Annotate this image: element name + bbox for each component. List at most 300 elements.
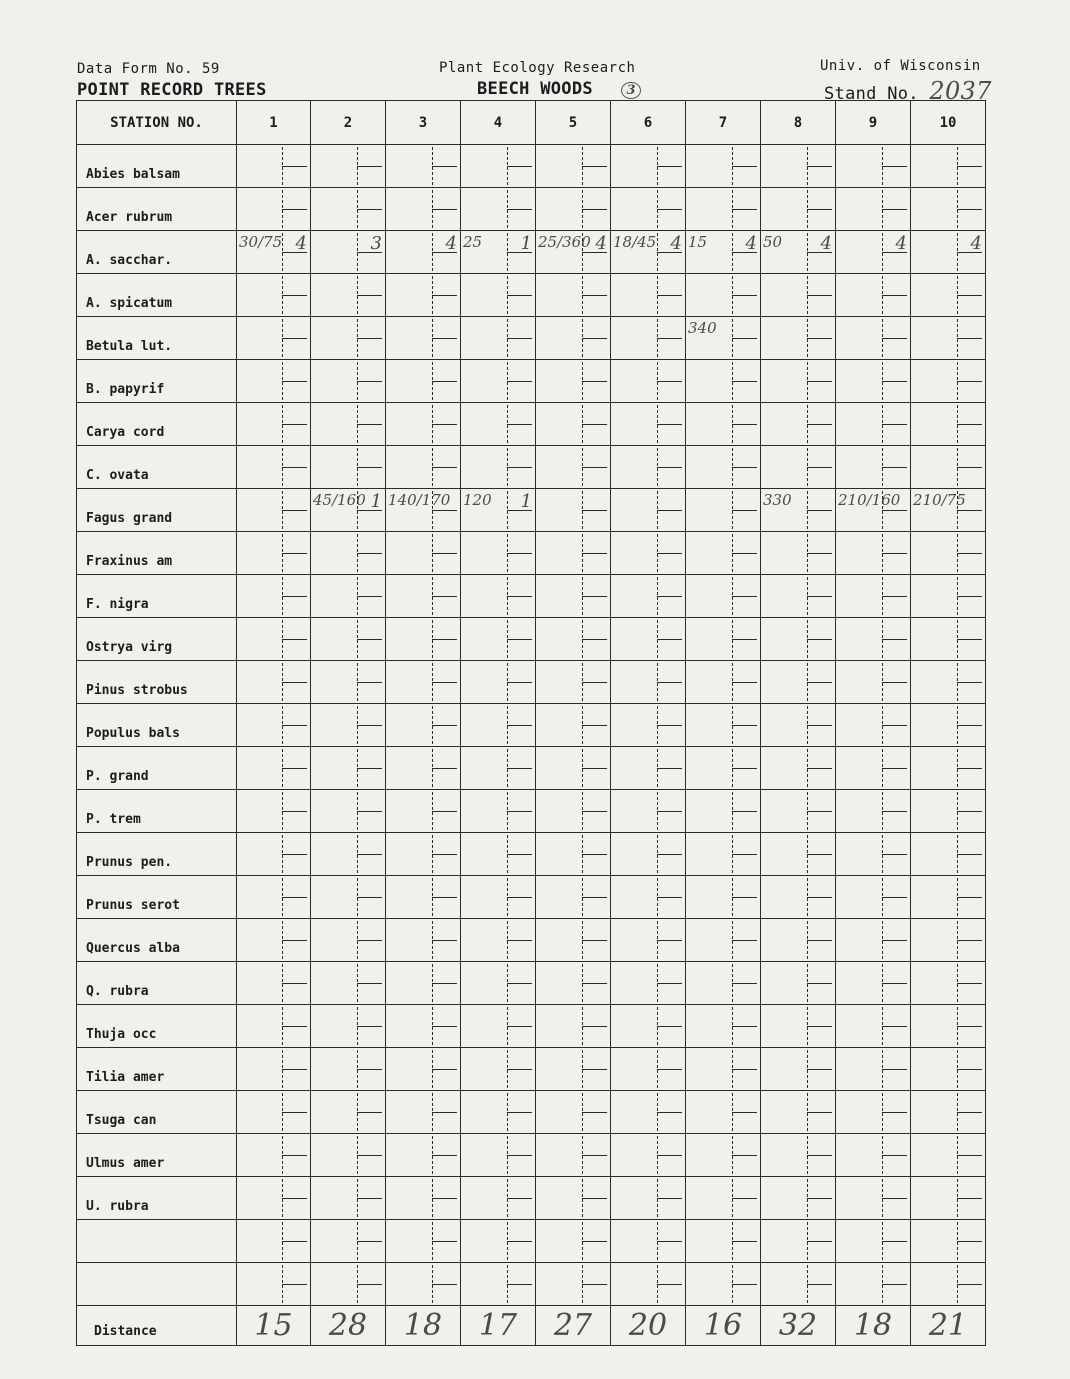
record-cell[interactable]	[611, 1177, 686, 1220]
record-cell[interactable]	[386, 1005, 461, 1048]
record-cell[interactable]	[911, 145, 986, 188]
record-cell[interactable]	[311, 360, 386, 403]
record-cell[interactable]	[761, 618, 836, 661]
record-cell[interactable]	[911, 188, 986, 231]
record-cell[interactable]	[761, 704, 836, 747]
record-cell[interactable]	[611, 747, 686, 790]
record-cell[interactable]	[311, 532, 386, 575]
record-cell[interactable]	[686, 1048, 761, 1091]
record-cell[interactable]	[237, 661, 311, 704]
record-cell[interactable]	[311, 489, 386, 532]
record-cell[interactable]	[911, 618, 986, 661]
record-cell[interactable]	[237, 317, 311, 360]
record-cell[interactable]	[911, 231, 986, 274]
record-cell[interactable]	[761, 790, 836, 833]
record-cell[interactable]	[237, 876, 311, 919]
record-cell[interactable]	[461, 446, 536, 489]
cell-quarter: 1	[370, 491, 382, 512]
record-cell[interactable]	[761, 403, 836, 446]
record-cell[interactable]	[836, 790, 911, 833]
record-cell[interactable]	[686, 876, 761, 919]
record-cell[interactable]	[237, 231, 311, 274]
record-cell[interactable]	[761, 231, 836, 274]
record-cell[interactable]	[761, 489, 836, 532]
record-cell[interactable]	[611, 876, 686, 919]
record-cell[interactable]	[911, 833, 986, 876]
record-cell[interactable]	[311, 231, 386, 274]
record-cell[interactable]	[311, 661, 386, 704]
record-cell[interactable]	[461, 360, 536, 403]
record-cell[interactable]	[536, 876, 611, 919]
record-cell[interactable]	[536, 403, 611, 446]
species-row	[77, 1134, 986, 1177]
distance-value[interactable]: 27	[536, 1306, 611, 1346]
record-cell[interactable]	[836, 231, 911, 274]
record-cell[interactable]	[386, 618, 461, 661]
record-cell[interactable]	[311, 1091, 386, 1134]
record-cell[interactable]	[461, 575, 536, 618]
record-cell[interactable]	[611, 188, 686, 231]
record-cell[interactable]	[237, 1220, 311, 1263]
record-cell[interactable]	[686, 1134, 761, 1177]
record-cell[interactable]	[386, 1048, 461, 1091]
record-cell[interactable]	[536, 618, 611, 661]
record-cell[interactable]	[761, 1005, 836, 1048]
record-cell[interactable]	[311, 876, 386, 919]
record-cell[interactable]	[461, 1220, 536, 1263]
record-cell[interactable]	[536, 747, 611, 790]
record-cell[interactable]	[761, 1220, 836, 1263]
record-cell[interactable]	[911, 1177, 986, 1220]
record-cell[interactable]	[311, 1177, 386, 1220]
record-cell[interactable]	[461, 1048, 536, 1091]
record-cell[interactable]	[611, 1220, 686, 1263]
record-cell[interactable]	[761, 833, 836, 876]
record-cell[interactable]	[911, 919, 986, 962]
record-cell[interactable]	[237, 833, 311, 876]
record-cell[interactable]	[836, 1048, 911, 1091]
record-cell[interactable]	[836, 747, 911, 790]
record-cell[interactable]	[311, 618, 386, 661]
record-cell[interactable]	[761, 661, 836, 704]
record-cell[interactable]	[237, 532, 311, 575]
record-cell[interactable]	[311, 1134, 386, 1177]
record-cell[interactable]	[686, 704, 761, 747]
record-cell[interactable]	[761, 1263, 836, 1306]
distance-value[interactable]: 17	[461, 1306, 536, 1346]
record-cell[interactable]	[761, 1091, 836, 1134]
record-cell[interactable]	[237, 360, 311, 403]
station-header: 4	[461, 101, 536, 145]
record-cell[interactable]	[237, 919, 311, 962]
record-cell[interactable]	[536, 188, 611, 231]
record-cell[interactable]	[386, 575, 461, 618]
record-cell[interactable]	[311, 145, 386, 188]
record-cell[interactable]	[836, 661, 911, 704]
distance-label: Distance	[77, 1306, 237, 1346]
record-cell[interactable]	[536, 1220, 611, 1263]
record-cell[interactable]	[461, 489, 536, 532]
record-cell[interactable]	[461, 747, 536, 790]
record-cell[interactable]	[386, 833, 461, 876]
record-cell[interactable]	[761, 962, 836, 1005]
stand-label: Stand No.	[824, 84, 919, 104]
record-cell[interactable]	[386, 317, 461, 360]
record-cell[interactable]	[386, 446, 461, 489]
record-cell[interactable]	[311, 1263, 386, 1306]
record-cell[interactable]	[761, 145, 836, 188]
record-cell[interactable]	[836, 317, 911, 360]
record-cell[interactable]	[761, 876, 836, 919]
record-cell[interactable]	[386, 1134, 461, 1177]
record-cell[interactable]	[686, 661, 761, 704]
record-cell[interactable]	[461, 1177, 536, 1220]
record-cell[interactable]	[311, 575, 386, 618]
record-cell[interactable]	[911, 1091, 986, 1134]
record-cell[interactable]	[611, 145, 686, 188]
record-cell[interactable]	[911, 876, 986, 919]
record-cell[interactable]	[686, 188, 761, 231]
record-cell[interactable]	[386, 1263, 461, 1306]
record-cell[interactable]	[386, 661, 461, 704]
record-cell[interactable]	[386, 876, 461, 919]
record-cell[interactable]	[761, 188, 836, 231]
record-cell[interactable]	[237, 1091, 311, 1134]
distance-value[interactable]: 18	[386, 1306, 461, 1346]
record-cell[interactable]	[611, 661, 686, 704]
record-cell[interactable]	[461, 145, 536, 188]
record-cell[interactable]	[836, 1091, 911, 1134]
record-cell[interactable]	[311, 1220, 386, 1263]
record-cell[interactable]	[536, 360, 611, 403]
record-cell[interactable]	[386, 704, 461, 747]
record-cell[interactable]	[311, 274, 386, 317]
record-cell[interactable]	[911, 1263, 986, 1306]
record-cell[interactable]	[836, 1177, 911, 1220]
record-cell[interactable]	[761, 360, 836, 403]
record-cell[interactable]	[686, 919, 761, 962]
record-cell[interactable]	[237, 575, 311, 618]
record-cell[interactable]	[686, 403, 761, 446]
record-cell[interactable]	[461, 231, 536, 274]
record-cell[interactable]	[611, 403, 686, 446]
record-cell[interactable]	[761, 1134, 836, 1177]
species-row	[77, 747, 986, 790]
record-cell[interactable]	[911, 446, 986, 489]
record-cell[interactable]	[686, 532, 761, 575]
record-cell[interactable]	[686, 231, 761, 274]
record-cell[interactable]	[911, 360, 986, 403]
record-cell[interactable]	[386, 403, 461, 446]
record-cell[interactable]	[461, 876, 536, 919]
record-cell[interactable]	[536, 919, 611, 962]
record-cell[interactable]	[611, 790, 686, 833]
record-cell[interactable]	[536, 231, 611, 274]
record-cell[interactable]	[536, 1091, 611, 1134]
record-cell[interactable]	[536, 790, 611, 833]
record-cell[interactable]	[311, 446, 386, 489]
record-cell[interactable]	[911, 962, 986, 1005]
record-cell[interactable]	[836, 188, 911, 231]
record-cell[interactable]	[237, 1048, 311, 1091]
record-cell[interactable]	[686, 274, 761, 317]
species-row	[77, 1091, 986, 1134]
record-cell[interactable]	[611, 1091, 686, 1134]
record-cell[interactable]	[461, 833, 536, 876]
distance-value[interactable]: 28	[311, 1306, 386, 1346]
record-cell[interactable]	[536, 962, 611, 1005]
record-cell[interactable]	[836, 575, 911, 618]
record-cell[interactable]	[686, 360, 761, 403]
record-cell[interactable]	[836, 962, 911, 1005]
record-cell[interactable]	[237, 1263, 311, 1306]
record-cell[interactable]	[686, 1220, 761, 1263]
species-label	[77, 1220, 237, 1263]
distance-value[interactable]: 16	[686, 1306, 761, 1346]
record-cell[interactable]	[686, 1091, 761, 1134]
record-cell[interactable]	[461, 1005, 536, 1048]
record-cell[interactable]	[461, 704, 536, 747]
record-cell[interactable]	[761, 1048, 836, 1091]
record-cell[interactable]	[237, 446, 311, 489]
record-cell[interactable]	[611, 317, 686, 360]
record-cell[interactable]	[611, 1005, 686, 1048]
record-cell[interactable]	[237, 274, 311, 317]
record-cell[interactable]	[761, 919, 836, 962]
species-row	[77, 1048, 986, 1091]
species-row	[77, 274, 986, 317]
record-cell[interactable]	[386, 360, 461, 403]
record-cell[interactable]	[536, 145, 611, 188]
record-cell[interactable]	[611, 231, 686, 274]
record-cell[interactable]	[536, 1005, 611, 1048]
record-cell[interactable]	[536, 1177, 611, 1220]
species-label: Populus bals	[77, 704, 237, 747]
record-cell[interactable]	[911, 747, 986, 790]
record-cell[interactable]	[686, 833, 761, 876]
record-cell[interactable]	[611, 704, 686, 747]
record-cell[interactable]	[836, 532, 911, 575]
record-cell[interactable]	[911, 1134, 986, 1177]
record-cell[interactable]	[536, 1048, 611, 1091]
record-cell[interactable]	[611, 532, 686, 575]
record-cell[interactable]	[461, 790, 536, 833]
record-cell[interactable]	[911, 1048, 986, 1091]
record-cell[interactable]	[237, 489, 311, 532]
record-cell[interactable]	[836, 919, 911, 962]
record-cell[interactable]	[611, 919, 686, 962]
record-cell[interactable]	[237, 790, 311, 833]
record-cell[interactable]	[237, 188, 311, 231]
record-cell[interactable]	[761, 747, 836, 790]
record-cell[interactable]	[311, 1048, 386, 1091]
record-cell[interactable]	[611, 1048, 686, 1091]
record-cell[interactable]	[761, 1177, 836, 1220]
record-cell[interactable]	[311, 962, 386, 1005]
record-cell[interactable]	[311, 317, 386, 360]
record-cell[interactable]	[836, 145, 911, 188]
record-cell[interactable]	[761, 317, 836, 360]
record-cell[interactable]	[311, 833, 386, 876]
distance-value[interactable]: 32	[761, 1306, 836, 1346]
distance-value[interactable]: 20	[611, 1306, 686, 1346]
record-cell[interactable]	[611, 274, 686, 317]
record-cell[interactable]	[536, 274, 611, 317]
record-cell[interactable]	[461, 962, 536, 1005]
record-cell[interactable]	[237, 704, 311, 747]
record-cell[interactable]	[237, 747, 311, 790]
record-cell[interactable]	[836, 704, 911, 747]
cell-quarter: 3	[370, 233, 382, 254]
record-cell[interactable]	[836, 1134, 911, 1177]
species-label: B. papyrif	[77, 360, 237, 403]
record-cell[interactable]	[911, 704, 986, 747]
record-cell[interactable]	[611, 489, 686, 532]
record-cell[interactable]	[461, 618, 536, 661]
record-cell[interactable]	[237, 145, 311, 188]
distance-value[interactable]: 21	[911, 1306, 986, 1346]
record-cell[interactable]	[611, 446, 686, 489]
record-cell[interactable]	[461, 1263, 536, 1306]
record-cell[interactable]	[686, 446, 761, 489]
record-cell[interactable]	[386, 747, 461, 790]
record-cell[interactable]	[311, 747, 386, 790]
record-cell[interactable]	[836, 403, 911, 446]
record-cell[interactable]	[461, 317, 536, 360]
record-cell[interactable]	[836, 274, 911, 317]
record-cell[interactable]	[536, 833, 611, 876]
record-cell[interactable]	[686, 489, 761, 532]
record-cell[interactable]	[836, 1220, 911, 1263]
record-cell[interactable]	[911, 532, 986, 575]
record-cell[interactable]	[761, 575, 836, 618]
record-cell[interactable]	[911, 317, 986, 360]
record-cell[interactable]	[686, 1005, 761, 1048]
record-cell[interactable]	[237, 1177, 311, 1220]
record-cell[interactable]	[311, 188, 386, 231]
record-cell[interactable]	[536, 317, 611, 360]
record-cell[interactable]	[836, 446, 911, 489]
record-cell[interactable]	[611, 962, 686, 1005]
record-cell[interactable]	[686, 145, 761, 188]
record-cell[interactable]	[611, 1134, 686, 1177]
record-cell[interactable]	[386, 1091, 461, 1134]
record-cell[interactable]	[386, 231, 461, 274]
record-cell[interactable]	[536, 446, 611, 489]
record-cell[interactable]	[911, 790, 986, 833]
record-cell[interactable]	[536, 661, 611, 704]
record-cell[interactable]	[461, 188, 536, 231]
record-cell[interactable]	[761, 532, 836, 575]
record-cell[interactable]	[686, 618, 761, 661]
record-cell[interactable]	[536, 1134, 611, 1177]
record-cell[interactable]	[761, 446, 836, 489]
record-cell[interactable]	[836, 1005, 911, 1048]
record-cell[interactable]	[836, 618, 911, 661]
record-cell[interactable]	[611, 360, 686, 403]
species-row	[77, 1005, 986, 1048]
record-cell[interactable]	[461, 1091, 536, 1134]
distance-value[interactable]: 18	[836, 1306, 911, 1346]
record-cell[interactable]	[836, 833, 911, 876]
record-cell[interactable]	[686, 317, 761, 360]
station-header: 10	[911, 101, 986, 145]
record-cell[interactable]	[911, 489, 986, 532]
record-cell[interactable]	[237, 1005, 311, 1048]
station-header-row	[77, 101, 986, 145]
record-cell[interactable]	[386, 1220, 461, 1263]
record-cell[interactable]	[911, 274, 986, 317]
record-cell[interactable]	[686, 1263, 761, 1306]
record-cell[interactable]	[461, 274, 536, 317]
record-cell[interactable]	[461, 532, 536, 575]
record-cell[interactable]	[536, 532, 611, 575]
record-cell[interactable]	[911, 1220, 986, 1263]
record-cell[interactable]	[386, 532, 461, 575]
record-cell[interactable]	[536, 1263, 611, 1306]
record-cell[interactable]	[237, 403, 311, 446]
record-cell[interactable]	[536, 489, 611, 532]
record-cell[interactable]	[536, 575, 611, 618]
record-cell[interactable]	[911, 1005, 986, 1048]
species-label: Acer rubrum	[77, 188, 237, 231]
record-cell[interactable]	[311, 919, 386, 962]
record-cell[interactable]	[311, 1005, 386, 1048]
record-cell[interactable]	[611, 833, 686, 876]
record-cell[interactable]	[911, 575, 986, 618]
record-cell[interactable]	[911, 661, 986, 704]
record-cell[interactable]	[461, 403, 536, 446]
record-cell[interactable]	[686, 1177, 761, 1220]
record-cell[interactable]	[611, 575, 686, 618]
record-cell[interactable]	[611, 1263, 686, 1306]
record-cell[interactable]	[311, 790, 386, 833]
record-cell[interactable]	[836, 876, 911, 919]
record-cell[interactable]	[761, 274, 836, 317]
record-cell[interactable]	[386, 1177, 461, 1220]
record-cell[interactable]	[461, 661, 536, 704]
record-cell[interactable]	[686, 790, 761, 833]
record-cell[interactable]	[386, 919, 461, 962]
record-cell[interactable]	[386, 274, 461, 317]
record-cell[interactable]	[836, 489, 911, 532]
record-cell[interactable]	[237, 1134, 311, 1177]
record-cell[interactable]	[311, 704, 386, 747]
cell-quarter: 4	[895, 233, 907, 254]
record-cell[interactable]	[237, 962, 311, 1005]
record-cell[interactable]	[686, 575, 761, 618]
record-cell[interactable]	[686, 747, 761, 790]
record-cell[interactable]	[311, 403, 386, 446]
record-cell[interactable]	[461, 919, 536, 962]
record-cell[interactable]	[836, 360, 911, 403]
record-cell[interactable]	[386, 489, 461, 532]
distance-value[interactable]: 15	[237, 1306, 311, 1346]
record-cell[interactable]	[386, 790, 461, 833]
record-cell[interactable]	[611, 618, 686, 661]
record-cell[interactable]	[911, 403, 986, 446]
record-cell[interactable]	[461, 1134, 536, 1177]
record-cell[interactable]	[536, 704, 611, 747]
record-cell[interactable]	[386, 962, 461, 1005]
record-cell[interactable]	[686, 962, 761, 1005]
record-cell[interactable]	[237, 618, 311, 661]
species-label: U. rubra	[77, 1177, 237, 1220]
record-cell[interactable]	[836, 1263, 911, 1306]
species-row	[77, 1263, 986, 1306]
record-cell[interactable]	[386, 188, 461, 231]
record-cell[interactable]	[386, 145, 461, 188]
